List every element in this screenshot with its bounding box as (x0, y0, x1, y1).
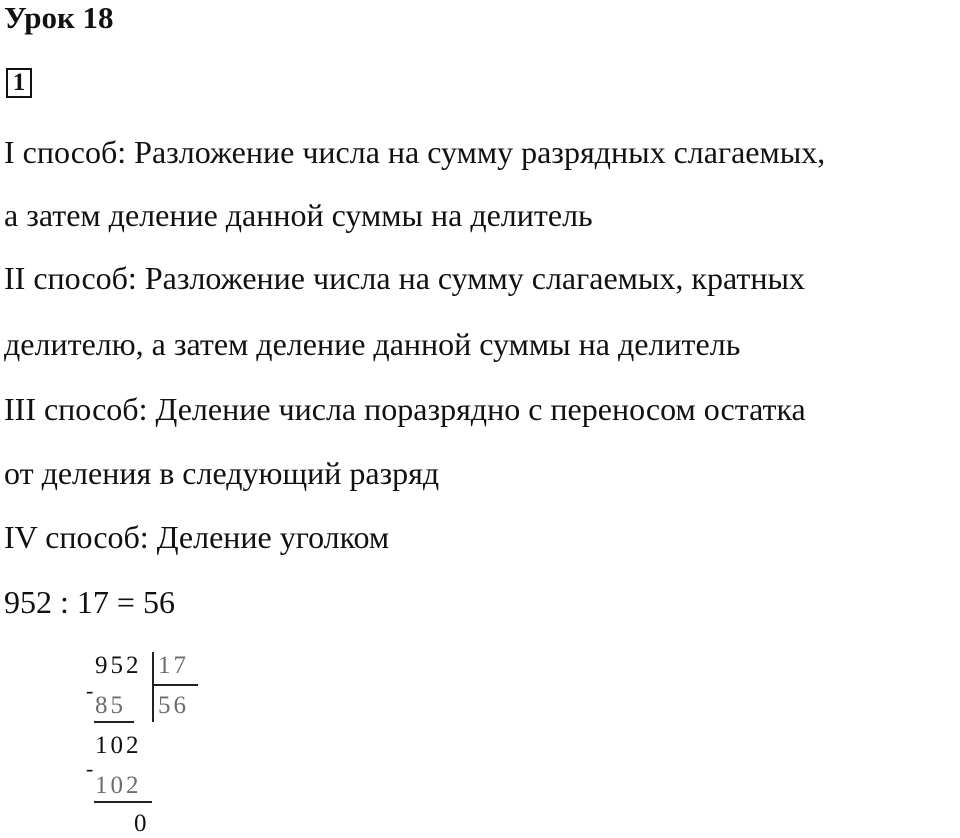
method-1-line-1: I способ: Разложение числа на сумму разрядных слагаемых, (4, 134, 826, 170)
division-vertical-line (152, 652, 154, 722)
dividend: 952 (95, 652, 142, 679)
method-2-line-2: делителю, а затем деление данной суммы на делитель (4, 326, 741, 362)
method-3-line-1: III способ: Деление числа поразрядно с переносом остатка (4, 391, 806, 427)
method-4-line: IV способ: Деление уголком (4, 519, 390, 555)
quotient: 56 (158, 692, 189, 719)
division-equation: 952 : 17 = 56 (4, 584, 175, 620)
subtraction-line-1 (94, 721, 134, 723)
method-3-line-2: от деления в следующий разряд (4, 455, 440, 491)
subtraction-line-2 (94, 801, 152, 803)
final-remainder: 0 (134, 810, 150, 837)
subtrahend-2: 102 (95, 772, 142, 799)
subtrahend-1: 85 (95, 692, 126, 719)
divisor: 17 (158, 652, 189, 679)
lesson-title: Урок 18 (4, 0, 114, 35)
divisor-underline (152, 684, 198, 686)
method-1-line-2: а затем деление данной суммы на делитель (4, 197, 593, 233)
task-number-box: 1 (6, 68, 32, 98)
remainder-1: 102 (95, 732, 142, 759)
method-2-line-1: II способ: Разложение числа на сумму слагаемых, кратных (4, 260, 805, 296)
minus-sign-2: - (86, 756, 94, 781)
minus-sign-1: - (86, 678, 94, 703)
